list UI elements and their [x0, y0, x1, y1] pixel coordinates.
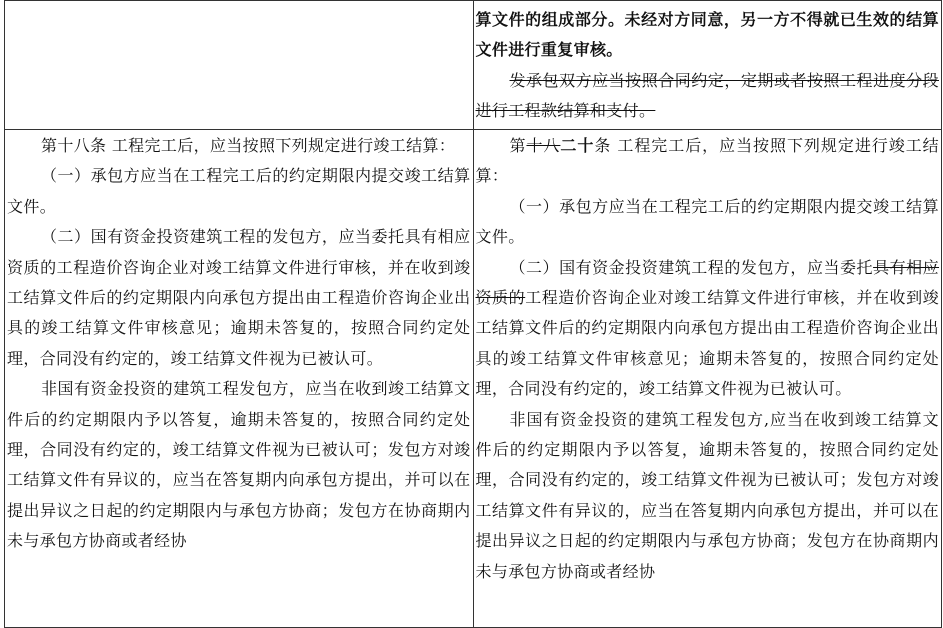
right-article-intro: [476, 131, 940, 192]
comparison-table: [4, 0, 942, 628]
bold-line: 算文件的组成部分。未经对方同意，另一方不得就已生效的结算文件进行重复审核。: [475, 10, 939, 60]
right-item-2: [476, 253, 940, 405]
right-cell-article: [473, 130, 942, 628]
art-rest: 条 工程完工后，应当按照下列规定进行竣工结算：: [475, 136, 940, 186]
art-prefix: 第: [509, 136, 527, 155]
left-cell-article: [5, 130, 474, 628]
right-item-3: 非国有资金投资的建筑工程发包方,应当在收到竣工结算文件后的约定期限内予以答复，逾期未答复的，按照合同约定处理，合同没有约定的，竣工结算文件视为已被认可；发包方对竣工结算文件有异议的，应当在答复期内向承包方提出，并可以在提出异议之日起的约定期限内与承包方协商；发包方在协商期内未与承包方协商或者经协: [475, 409, 939, 581]
table-row: [5, 130, 942, 628]
item2-part-a: （二）国有资金投资建筑工程的发包方，应当委托: [509, 257, 874, 277]
left-cell-top: [5, 1, 474, 130]
struck-paragraph: 发承包双方应当按照合同约定，定期或者按照工程进度分段进行工程款结算和支付。: [475, 70, 939, 121]
table-row: [5, 1, 942, 130]
deleted-article-number: 十八: [526, 136, 561, 155]
left-item-3: 非国有资金投资的建筑工程发包方，应当在收到竣工结算文件后的约定期限内予以答复，逾期未答复的，按照合同约定处理，合同没有约定的，竣工结算文件视为已被认可；发包方对竣工结算文件有异议的，应当在答复期内向承包方提出，并可以在提出异议之日起的约定期限内与承包方协商；发包方在协商期内未与承包方协商或者经协: [7, 379, 471, 551]
left-article-intro: 第十八条 工程完工后，应当按照下列规定进行竣工结算：: [41, 136, 456, 155]
right-item-1: （一）承包方应当在工程完工后的约定期限内提交竣工结算文件。: [475, 196, 939, 247]
deleted-qualification-text: 具有相应资质的: [475, 257, 940, 308]
left-item-1: （一）承包方应当在工程完工后的约定期限内提交竣工结算文件。: [7, 166, 471, 216]
left-item-2: （二）国有资金投资建筑工程的发包方，应当委托具有相应资质的工程造价咨询企业对竣工结算文件进行审核，并在收到竣工结算文件后的约定期限内向承包方提出由工程造价咨询企业出具的竣工结算文件审核意见；逾期未答复的，按照合同约定处理，合同没有约定的，竣工结算文件视为已被认可。: [7, 227, 471, 368]
right-cell-top: [473, 1, 942, 130]
inserted-article-number: 二十: [560, 136, 595, 155]
item2-part-b: 工程造价咨询企业对竣工结算文件进行审核，并在收到竣工结算文件后的约定期限内向承包方提出由工程造价咨询企业出具的竣工结算文件审核意见；逾期未答复的，按照合同约定处理，合同没有约定的，竣工结算文件视为已被认可。: [475, 288, 939, 399]
